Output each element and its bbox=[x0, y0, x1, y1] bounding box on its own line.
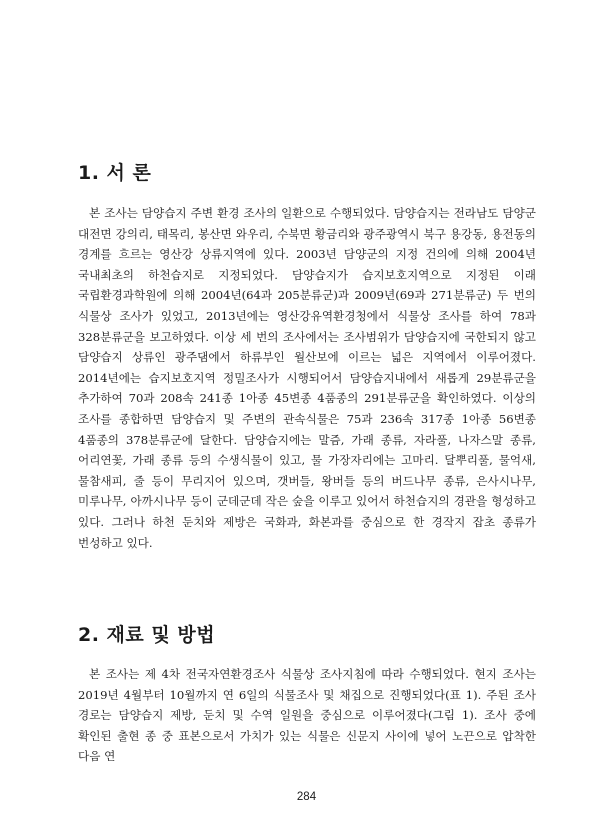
introduction-paragraph: 본 조사는 담양습지 주변 환경 조사의 일환으로 수행되었다. 담양습지는 전라남도 담양군 대전면 강의리, 태목리, 봉산면 와우리, 수북면 황금리와 광주광역시 북구 용강동, 용전동의 경계를 흐르는 영산강 상류지역에 있다. 2003년 담양군의 지정 건의에 의해 2004년 국내최초의 하천습지로 지정되었다. 담양습지가 습지보호지역으로 지정된 이래 국립환경과학원에 의해 2004년(64과 205분류군)과 2009년(69과 271분류군) 두 번의 식물상 조사가 있었고, 2013년에는 영산강유역환경청에서 식물상 조사를 하여 78과 328분류군을 보고하였다. 이상 세 번의 조사에서는 조사범위가 담양습지에 국한되지 않고 담양습지 상류인 광주댐에서 하류부인 월산보에 이르는 넓은 지역에서 이루어졌다. 2014년에는 습지보호지역 정밀조사가 시행되어서 담양습지내에서 새롭게 29분류군을 추가하여 70과 208속 241종 1아종 45변종 4품종의 291분류군을 확인하였다. 이상의 조사를 종합하면 담양습지 및 주변의 관속식물은 75과 236속 317종 1아종 56변종 4품종의 378분류군에 달한다. 담양습지에는 말즘, 가래 종류, 자라풀, 나자스말 종류, 어리연꽃, 가래 종류 등의 수생식물이 있고, 물 가장자리에는 고마리. 달뿌리풀, 물억새, 물참새피, 줄 등이 무리지어 있으며, 갯버들, 왕버들 등의 버드나무 종류, 은사시나무, 미루나무, 아까시나무 등이 군데군데 작은 숲을 이루고 있어서 하천습지의 경관을 형성하고 있다. 그러나 하천 둔치와 제방은 국화과, 화본과를 중심으로 한 경작지 잡초 종류가 번성하고 있다. bbox=[78, 206, 536, 550]
methods-paragraph: 본 조사는 제 4차 전국자연환경조사 식물상 조사지침에 따라 수행되었다. 현지 조사는 2019년 4월부터 10월까지 연 6일의 식물조사 및 채집으로 진행되었다(표 1). 주된 조사 경로는 담양습지 제방, 둔치 및 수역 일원을 중심으로 이루어졌다(그림 1). 조사 중에 확인된 출현 종 중 표본으로서 가치가 있는 식물은 신문지 사이에 넣어 노끈으로 압착한 다음 연 bbox=[78, 667, 536, 764]
section-heading-materials-methods: 2. 재료 및 방법 bbox=[78, 624, 216, 646]
section-heading-introduction: 1. 서 론 bbox=[78, 162, 152, 184]
page-number: 284 bbox=[296, 791, 317, 803]
